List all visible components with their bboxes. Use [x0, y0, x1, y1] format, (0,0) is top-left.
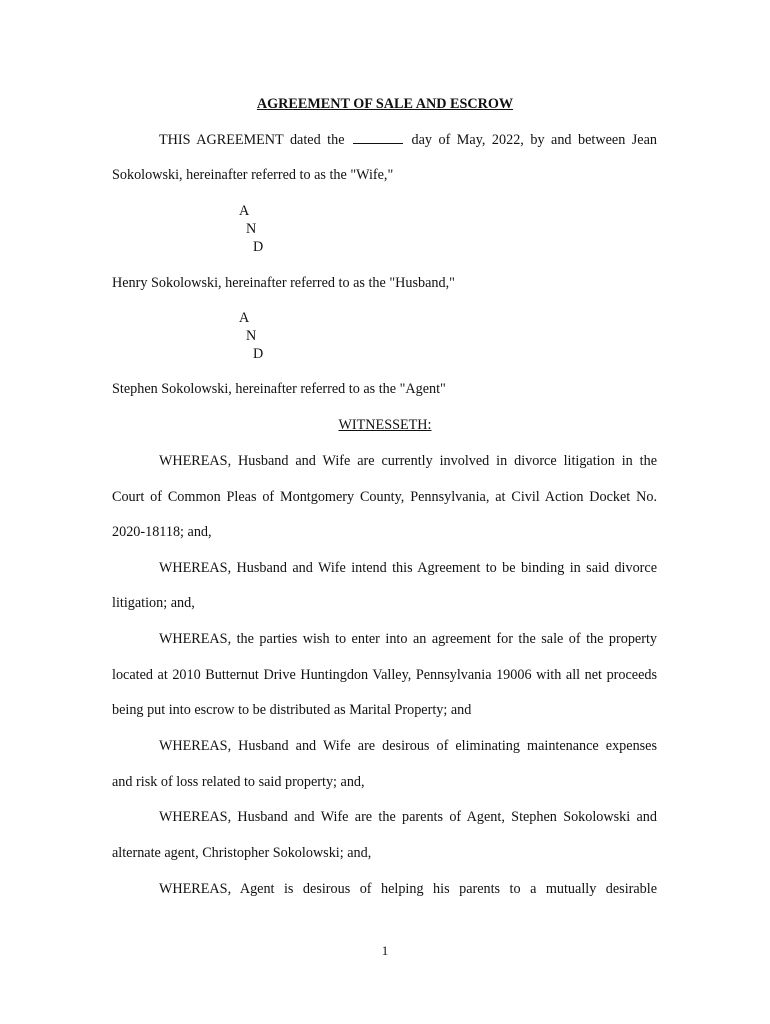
intro-text-b: day of May, 2022, by and between Jean — [411, 132, 657, 148]
party-agent: Stephen Sokolowski, hereinafter referred to as the "Agent" — [112, 381, 446, 397]
whereas-1-line-3: 2020-18118; and, — [112, 524, 212, 540]
whereas-4-line-2: and risk of loss related to said property; and, — [112, 774, 365, 790]
whereas-2-line-2: litigation; and, — [112, 595, 195, 611]
intro-line-2: Sokolowski, hereinafter referred to as the "Wife," — [112, 167, 394, 183]
whereas-1-line-1: WHEREAS, Husband and Wife are currently involved in divorce litigation in the — [159, 453, 657, 469]
whereas-3-line-3: being put into escrow to be distributed as Marital Property; and — [112, 702, 472, 718]
date-blank-field[interactable] — [353, 131, 403, 144]
whereas-6-line-1: WHEREAS, Agent is desirous of helping his parents to a mutually desirable — [159, 881, 657, 897]
intro-line-1 — [159, 131, 657, 149]
party-husband: Henry Sokolowski, hereinafter referred to as the "Husband," — [112, 275, 455, 291]
document-title: AGREEMENT OF SALE AND ESCROW — [256, 96, 514, 112]
whereas-3-line-1: WHEREAS, the parties wish to enter into an agreement for the sale of the property — [159, 631, 657, 647]
whereas-3-line-2: located at 2010 Butternut Drive Huntingdon Valley, Pennsylvania 19006 with all net proceeds — [112, 667, 657, 683]
and-letter-n: N — [246, 221, 257, 237]
and-letter-n: N — [246, 328, 257, 344]
whereas-1-line-2: Court of Common Pleas of Montgomery County, Pennsylvania, at Civil Action Docket No. — [112, 489, 657, 505]
whereas-5-line-2: alternate agent, Christopher Sokolowski; and, — [112, 845, 372, 861]
and-letter-d: D — [253, 239, 264, 255]
witnesseth-heading: WITNESSETH: — [338, 417, 432, 433]
and-letter-a: A — [239, 203, 250, 219]
whereas-4-line-1: WHEREAS, Husband and Wife are desirous of eliminating maintenance expenses — [159, 738, 657, 754]
whereas-2-line-1: WHEREAS, Husband and Wife intend this Agreement to be binding in said divorce — [159, 560, 657, 576]
intro-text-a: THIS AGREEMENT dated the — [159, 132, 345, 148]
whereas-5-line-1: WHEREAS, Husband and Wife are the parents of Agent, Stephen Sokolowski and — [159, 809, 657, 825]
page-number: 1 — [381, 943, 389, 958]
and-letter-d: D — [253, 346, 264, 362]
and-letter-a: A — [239, 310, 250, 326]
